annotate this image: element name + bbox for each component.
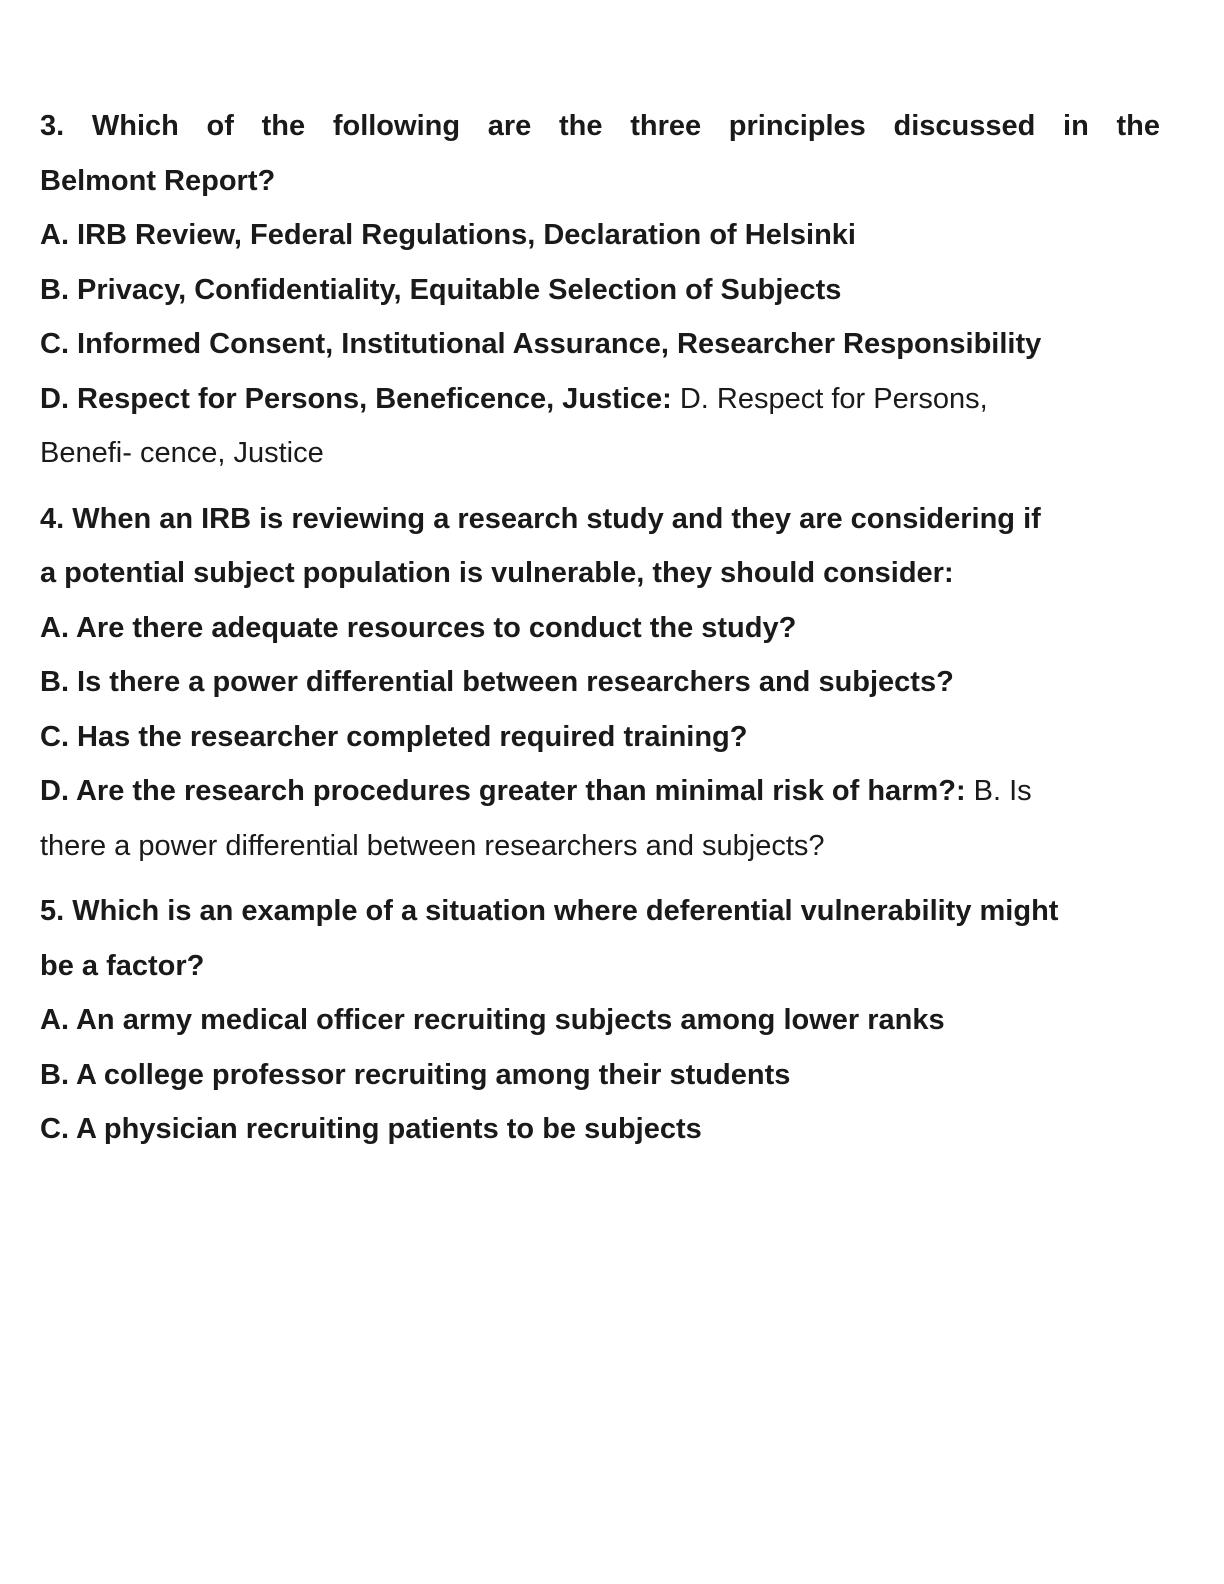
question-stem: 5. Which is an example of a situation where deferential vulnerability might [40,895,1059,927]
option-d-with-answer [40,764,1160,819]
answer-text-continued: Benefi- cence, Justice [40,437,324,469]
question-stem: 3. Which of the following are the three principles discussed in the [40,110,1160,142]
option-c: C. Informed Consent, Institutional Assurance, Researcher Responsibility [40,328,1042,360]
question-4 [40,492,1160,874]
question-stem-continued: be a factor? [40,949,205,982]
option-d-with-answer [40,372,1160,427]
question-stem-continued: Belmont Report? [40,164,276,197]
option-a: A. An army medical officer recruiting subjects among lower ranks [40,1004,945,1036]
option-c: C. Has the researcher completed required training? [40,720,748,753]
answer-text: D. Respect for Persons, [671,382,988,415]
option-d: D. Respect for Persons, Beneficence, Justice: [40,382,672,415]
answer-text: B. Is [965,775,1032,807]
option-b: B. Is there a power differential between researchers and subjects? [40,666,954,698]
option-c: C. A physician recruiting patients to be subjects [40,1113,702,1145]
option-b: B. A college professor recruiting among their students [40,1058,791,1091]
question-5 [40,884,1160,1157]
document-page [40,99,1160,1168]
question-stem: 4. When an IRB is reviewing a research study and they are considering if [40,502,1041,535]
option-a: A. IRB Review, Federal Regulations, Declaration of Helsinki [40,219,856,251]
option-b: B. Privacy, Confidentiality, Equitable Selection of Subjects [40,273,842,306]
option-d: D. Are the research procedures greater than minimal risk of harm?: [40,775,966,807]
question-stem-continued: a potential subject population is vulnerable, they should consider: [40,557,954,589]
answer-text-continued: there a power differential between researchers and subjects? [40,829,825,862]
question-3 [40,99,1160,481]
option-a: A. Are there adequate resources to conduct the study? [40,611,797,644]
